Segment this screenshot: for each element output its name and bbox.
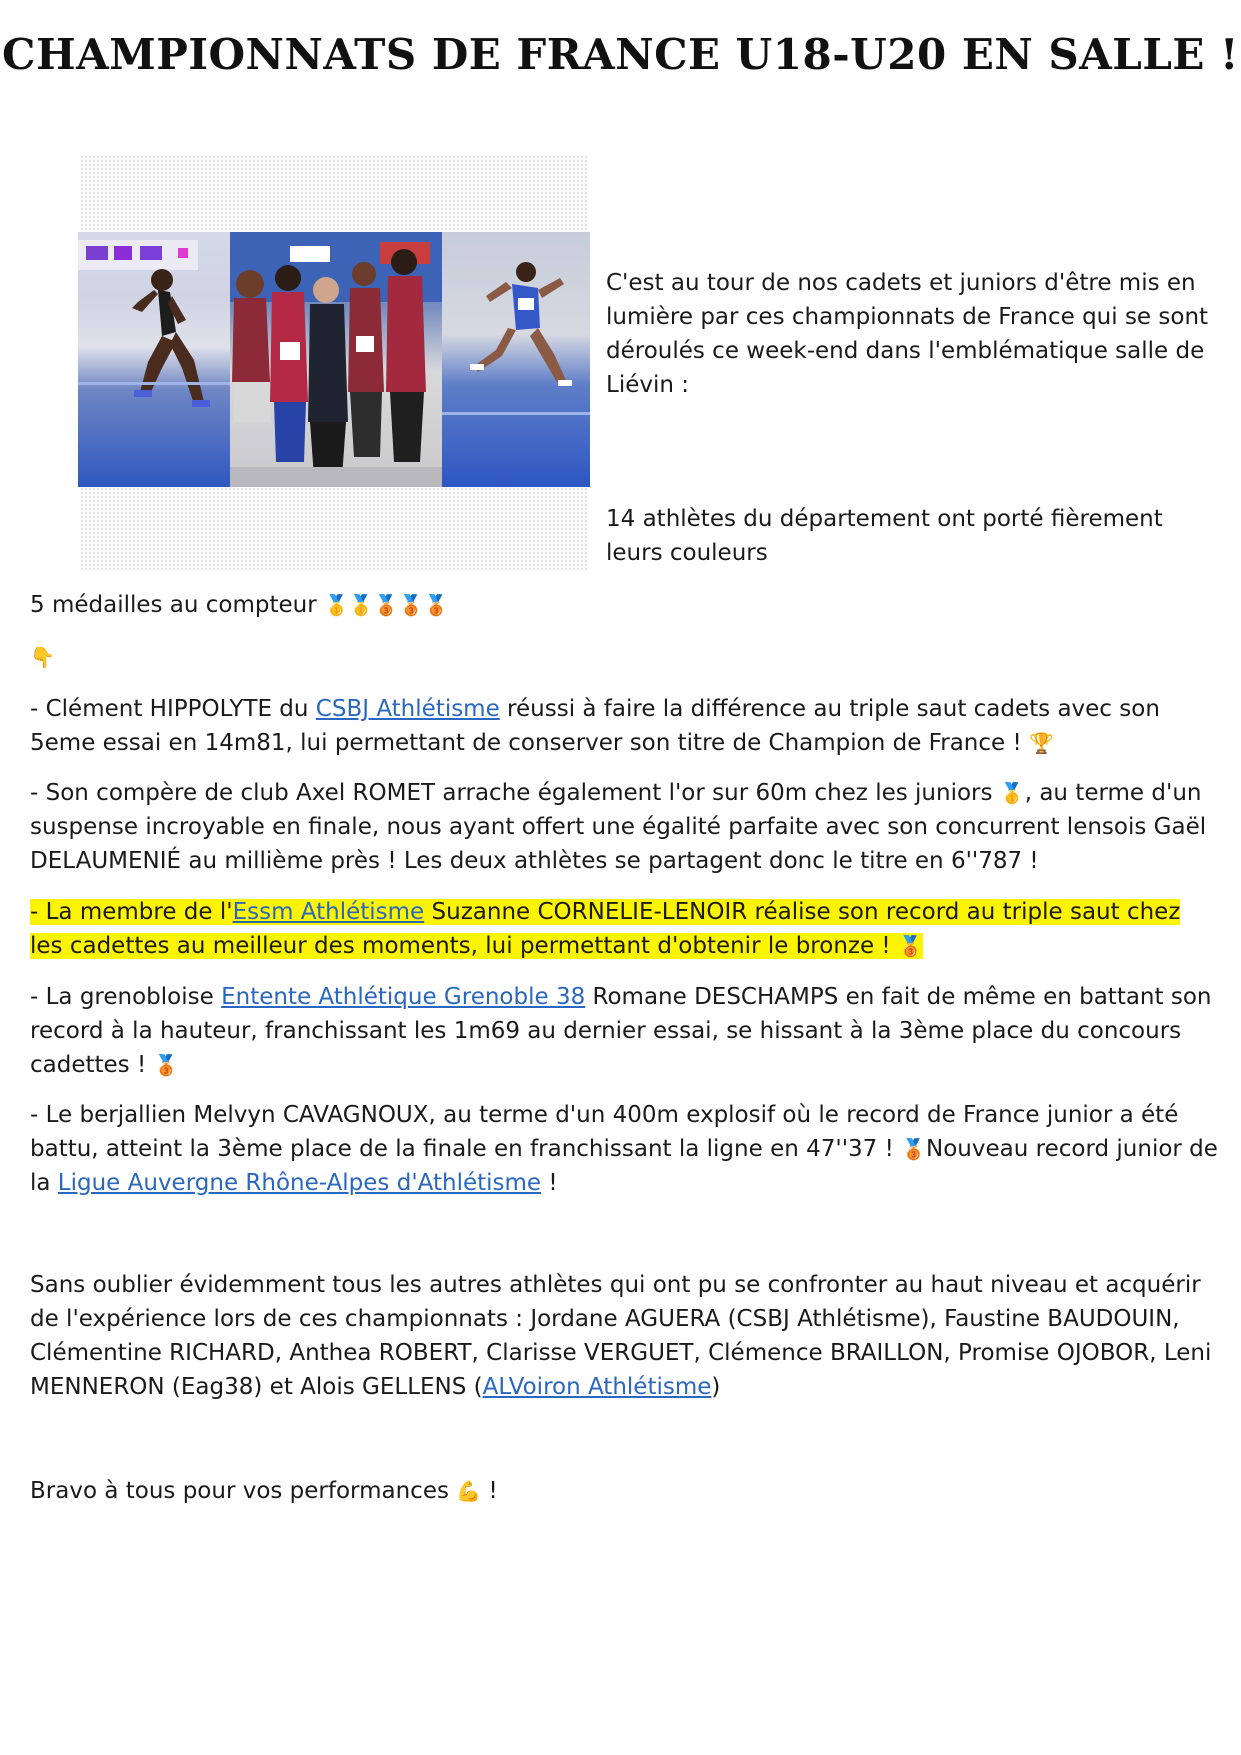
result-text: , au terme d'un suspense incroyable en finale, nous ayant offert une égalité parfaite avec son concurrent lensois Gaël DELAUMENIÉ au millième près ! Les deux athlètes se partagent donc le titre en 6''787 !	[30, 780, 1207, 874]
result-hippolyte	[30, 692, 1220, 760]
medals-line	[30, 588, 1220, 622]
result-text: - Son compère de club Axel ROMET arrache également l'or sur 60m chez les juniors	[30, 780, 1000, 806]
result-text: Suzanne CORNELIE-LENOIR réalise son record au triple saut chez les cadettes au meilleur des moments, lui permettant d'obtenir le bronze !	[30, 899, 1181, 959]
link-alvoiron-athletisme[interactable]: ALVoiron Athlétisme	[482, 1374, 712, 1400]
gold-medal-icon: 🥇	[999, 781, 1025, 805]
athletes-count-text: 14 athlètes du département ont porté fièrement leurs couleurs	[606, 506, 1163, 566]
link-csbj-athletisme[interactable]: CSBJ Athlétisme	[315, 696, 500, 722]
link-ligue-aura-athletisme[interactable]: Ligue Auvergne Rhône-Alpes d'Athlétisme	[57, 1170, 542, 1196]
bronze-medal-icon: 🥉	[901, 1137, 927, 1161]
bronze-medal-icon: 🥉	[897, 934, 923, 958]
others-text: )	[711, 1374, 721, 1400]
result-text: réussi à faire la différence au triple saut cadets avec son 5eme essai en 14m81, lui permettant de conserver son titre de Champion de France !	[30, 696, 1160, 756]
result-text: - La membre de l'	[30, 899, 233, 925]
photo-runner	[442, 232, 590, 487]
pointer-line	[30, 640, 1220, 674]
result-text: Romane DESCHAMPS en fait de même en battant son record à la hauteur, franchissant les 1m69 au dernier essai, se hissant à la 3ème place du concours cadettes !	[30, 984, 1212, 1078]
bronze-medal-icon: 🥉	[153, 1053, 179, 1077]
flexed-biceps-icon: 💪	[456, 1479, 482, 1503]
result-cornelie-lenoir	[30, 895, 1220, 963]
link-entente-athletique-grenoble[interactable]: Entente Athlétique Grenoble 38	[221, 984, 586, 1010]
result-text: - Clément HIPPOLYTE du	[30, 696, 316, 722]
other-athletes	[30, 1268, 1220, 1404]
result-text: - Le berjallien Melvyn CAVAGNOUX, au terme d'un 400m explosif où le record de France junior a été battu, atteint la 3ème place de la finale en franchissant la ligne en 47''37 !	[30, 1102, 1179, 1162]
closing-line	[30, 1474, 1220, 1508]
photo-collage[interactable]	[78, 232, 590, 487]
result-text: - La grenobloise	[30, 984, 222, 1010]
others-text: Sans oublier évidemment tous les autres athlètes qui ont pu se confronter au haut niveau et acquérir de l'expérience lors de ces championnats : Jordane AGUERA (CSBJ Athlétisme), Faustine BAUDOUIN, Clémentine RICHARD, Anthea ROBERT, Clarisse VERGUET, Clémence BRAILLON, Promise OJOBOR, Leni MENNERON (Eag38) et Alois GELLENS (	[30, 1272, 1212, 1400]
trophy-icon: 🏆	[1029, 731, 1054, 755]
result-deschamps	[30, 980, 1220, 1082]
photo-sprinter	[78, 232, 230, 487]
pointing-down-icon: 👇	[30, 645, 55, 669]
result-text: !	[541, 1170, 558, 1196]
closing-text: Bravo à tous pour vos performances	[30, 1478, 457, 1504]
link-essm-athletisme[interactable]: Essm Athlétisme	[232, 899, 425, 925]
photo-team-podium	[230, 232, 442, 487]
result-cavagnoux	[30, 1098, 1220, 1200]
result-romet	[30, 776, 1220, 878]
medals-text: 5 médailles au compteur	[30, 592, 317, 618]
closing-text: !	[481, 1478, 498, 1504]
medal-icons: 🥇🥇🥉🥉🥉	[324, 593, 449, 617]
page-title: CHAMPIONNATS DE FRANCE U18-U20 EN SALLE !	[2, 30, 1239, 79]
intro-text: C'est au tour de nos cadets et juniors d'être mis en lumière par ces championnats de France qui se sont déroulés ce week-end dans l'emblématique salle de Liévin :	[606, 270, 1209, 398]
result-text: Nouveau record junior de la	[30, 1136, 1218, 1196]
